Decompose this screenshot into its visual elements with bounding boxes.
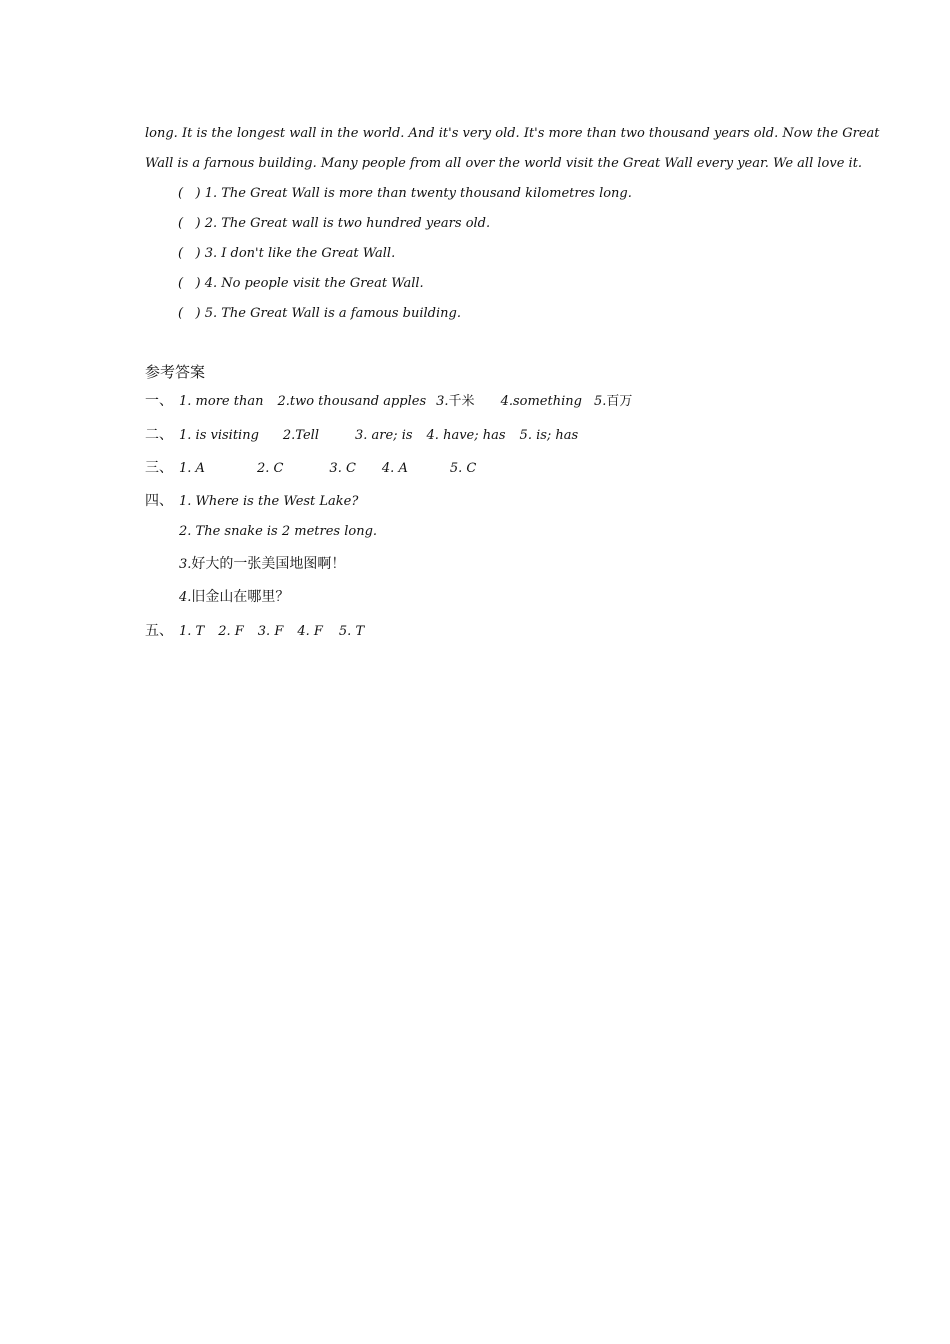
answer-item: 4.something — [500, 394, 582, 409]
answer-item-chinese: 好大的一张美国地图啊！ — [191, 556, 346, 572]
answer-item: 2.two thousand apples — [277, 394, 427, 409]
answer-item: 5. C — [449, 461, 477, 476]
answer-item-number: 3. — [436, 394, 449, 409]
answer-blank: ( ) — [178, 246, 201, 261]
answer-key-heading: 参考答案 — [145, 363, 206, 381]
answer-item-number: 5. — [593, 394, 607, 409]
answer-section-4-item-2: 2. The snake is 2 metres long. — [179, 524, 378, 539]
question-text: 1. The Great Wall is more than twenty thousand kilometres long. — [204, 186, 632, 201]
section-number: 一、 — [145, 393, 173, 409]
question-text: 2. The Great wall is two hundred years old. — [204, 216, 491, 231]
section-number: 四、 — [145, 493, 173, 509]
answer-section-2 — [145, 426, 578, 445]
question-text: 3. I don't like the Great Wall. — [204, 246, 396, 261]
answer-section-4 — [145, 492, 358, 511]
answer-section-1 — [145, 392, 632, 411]
answer-blank: ( ) — [178, 306, 201, 321]
answer-item: 3. F — [257, 624, 284, 639]
answer-item: 4. F — [297, 624, 323, 639]
answer-section-5 — [145, 622, 364, 641]
question-text: 4. No people visit the Great Wall. — [204, 276, 424, 291]
answer-item: 1. more than — [179, 394, 264, 409]
answer-item-chinese: 千米 — [448, 394, 475, 409]
answer-item: 1. is visiting — [179, 428, 259, 443]
answer-item: 1. T — [179, 624, 205, 639]
passage-line-1: long. It is the longest wall in the world. And it's very old. It's more than two thousand years old. Now the Great — [145, 126, 880, 141]
answer-item-number: 3. — [179, 557, 192, 572]
answer-item: 2. C — [256, 461, 284, 476]
answer-item: 3. C — [329, 461, 356, 476]
answer-item: 1. Where is the West Lake? — [179, 494, 359, 509]
question-3 — [178, 245, 395, 263]
answer-item: 2.Tell — [282, 428, 319, 443]
answer-blank: ( ) — [178, 216, 201, 231]
answer-section-4-item-4 — [179, 588, 289, 607]
answer-item: 4. A — [381, 461, 408, 476]
question-5 — [178, 305, 461, 323]
section-number: 二、 — [145, 427, 173, 443]
answer-item-chinese: 旧金山在哪里？ — [191, 589, 290, 605]
question-1 — [178, 185, 632, 203]
question-2 — [178, 215, 490, 233]
answer-section-4-item-3 — [179, 555, 345, 574]
question-text: 5. The Great Wall is a famous building. — [204, 306, 461, 321]
question-4 — [178, 275, 424, 293]
section-number: 三、 — [145, 460, 173, 476]
answer-item-number: 4. — [179, 590, 192, 605]
answer-item: 5. T — [338, 624, 365, 639]
answer-item-chinese: 百万 — [606, 394, 633, 409]
answer-item: 2. F — [218, 624, 244, 639]
section-number: 五、 — [145, 623, 173, 639]
answer-section-3 — [145, 459, 476, 478]
answer-blank: ( ) — [178, 276, 201, 291]
answer-item: 5. is; has — [519, 428, 579, 443]
passage-line-2: Wall is a farnous building. Many people from all over the world visit the Great Wall every year. We all love it. — [145, 156, 863, 171]
answer-item: 4. have; has — [426, 428, 506, 443]
answer-item: 1. A — [179, 461, 205, 476]
answer-blank: ( ) — [178, 186, 201, 201]
answer-item: 3. are; is — [354, 428, 413, 443]
